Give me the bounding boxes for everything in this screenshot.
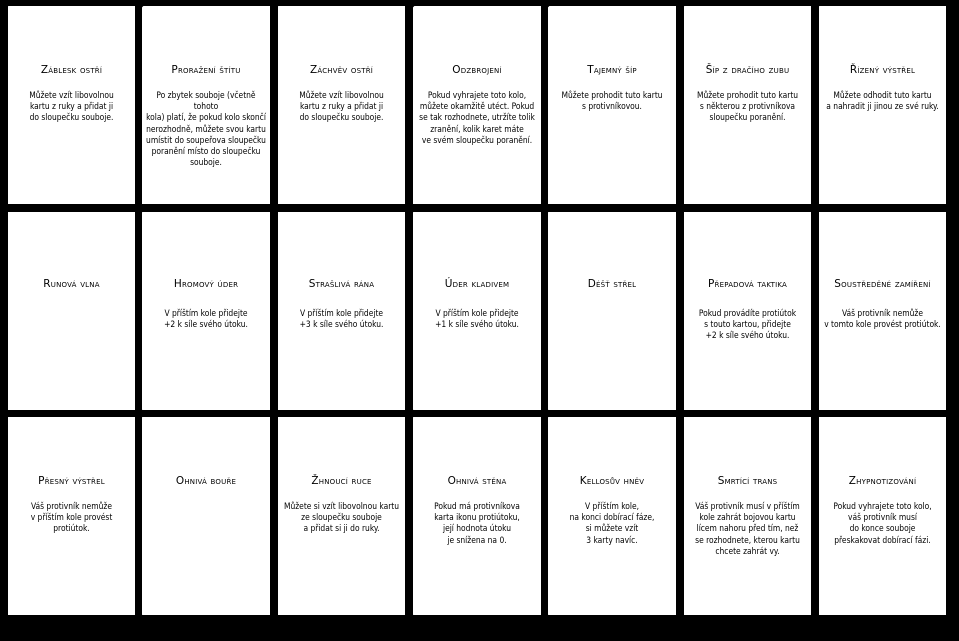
card-title: Úder kladivem [444, 278, 510, 290]
card-text: Váš protivník musí v příštím kole zahrát bojovou kartu lícem nahoru před tím, než se rozhodnete, kterou kartu chcete zahrát vy. [695, 501, 800, 556]
card [278, 6, 405, 204]
card [548, 212, 676, 410]
card [548, 417, 676, 615]
card [819, 417, 946, 615]
card-title: Runová vlna [43, 278, 100, 290]
card-text: Můžete si vzít libovolnou kartu ze sloupečku souboje a přidat si ji do ruky. [283, 501, 400, 534]
card-text: Můžete vzít libovolnou kartu z ruky a přidat ji do sloupečku souboje. [299, 90, 384, 123]
card [142, 6, 270, 204]
card-text: V příštím kole, na konci dobírací fáze, si můžete vzít 3 karty navíc. [569, 501, 655, 545]
card [8, 212, 135, 410]
card-text: Pokud vyhrajete toto kolo, můžete okamžitě utéct. Pokud se tak rozhodnete, utržíte tolik zranění, kolik karet máte ve svém sloupečku poranění. [419, 90, 535, 145]
card-title: Záchvěv ostří [309, 64, 374, 76]
card-title: žhnoucí ruce [311, 475, 372, 487]
card-title: Kellosův hněv [579, 475, 645, 487]
card-title: Záblesk ostří [40, 64, 103, 76]
card-text: Váš protivník nemůže v příštím kole provést protiútok. [30, 501, 113, 534]
card-title: Řízený výstřel [849, 64, 916, 76]
card-title: Odzbrojení [452, 64, 502, 76]
card [278, 417, 405, 615]
card-title: Zhypnotizování [848, 475, 917, 487]
card [8, 6, 135, 204]
card-title: Ohnivá bouře [175, 475, 237, 487]
card-title: Šíp z dračího zubu [705, 64, 790, 76]
card-title: Déšť střel [587, 278, 637, 290]
card-text: Můžete odhodit tuto kartu a nahradit ji jinou ze své ruky. [826, 90, 939, 112]
card-text: Pokud má protivníkova karta ikonu protiútoku, její hodnota útoku je snížena na 0. [434, 501, 520, 545]
card [684, 212, 811, 410]
card-title: Tajemný šíp [587, 64, 637, 76]
card [548, 6, 676, 204]
card-title: Strašlivá rána [308, 278, 375, 290]
card-title: Smrtící trans [717, 475, 778, 487]
card [8, 417, 135, 615]
card [142, 212, 270, 410]
card [278, 212, 405, 410]
card [819, 212, 946, 410]
card-text: Po zbytek souboje (včetně tohoto kola) platí, že pokud kolo skončí nerozhodně, můžete svou kartu umístit do soupeřova sloupečku poranění místo do sloupečku souboje. [146, 90, 266, 168]
card-text: Váš protivník nemůže v tomto kole provést protiútok. [824, 308, 941, 330]
card-title: Ohnivá stěna [447, 475, 507, 487]
card-text: Můžete vzít libovolnou kartu z ruky a přidat ji do sloupečku souboje. [29, 90, 114, 123]
card-title: Soustředěné zamíření [834, 278, 931, 290]
card-text: V příštím kole přidejte +2 k síle svého útoku. [164, 308, 248, 330]
card-text: V příštím kole přidejte +3 k síle svého útoku. [299, 308, 384, 330]
card-text: Můžete prohodit tuto kartu s protivníkovou. [561, 90, 663, 112]
card [413, 417, 541, 615]
card-text: Můžete prohodit tuto kartu s některou z protivníkova sloupečku poranění. [696, 90, 799, 123]
card-title: hromový úder [173, 278, 239, 290]
card-title: přepadová taktika [707, 278, 787, 290]
card [684, 6, 811, 204]
card-text: Pokud provádíte protiútok s touto kartou, přidejte +2 k síle svého útoku. [698, 308, 797, 341]
card [413, 212, 541, 410]
card-text: Pokud vyhrajete toto kolo, váš protivník musí do konce souboje přeskakovat dobírací fázi. [833, 501, 932, 545]
card [684, 417, 811, 615]
card-title: Proražení štítu [171, 64, 241, 76]
card [142, 417, 270, 615]
card [819, 6, 946, 204]
card-title: Přesný výstřel [38, 475, 105, 487]
card [413, 6, 541, 204]
card-text: V příštím kole přidejte +1 k síle svého útoku. [435, 308, 519, 330]
